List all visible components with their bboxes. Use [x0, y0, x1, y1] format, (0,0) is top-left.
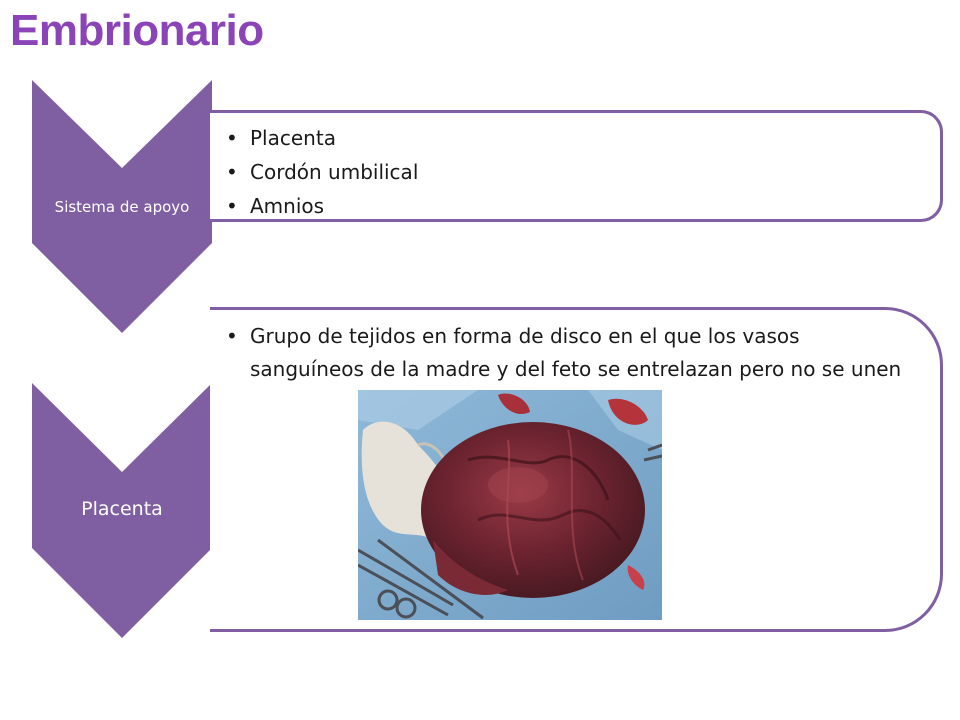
bullet-list	[226, 121, 910, 223]
list-item: • Amnios	[226, 189, 910, 223]
section-box-sistema-de-apoyo	[210, 110, 943, 222]
page-title: Embrionario	[10, 6, 264, 55]
bullet-list	[226, 320, 910, 386]
list-item: • Placenta	[226, 121, 910, 155]
chevron-label-sistema-de-apoyo: Sistema de apoyo	[54, 198, 190, 216]
list-item: • Grupo de tejidos en forma de disco en el que los vasos sanguíneos de la madre y del feto se entrelazan pero no se unen	[226, 320, 910, 386]
chevron-label-placenta: Placenta	[81, 498, 163, 520]
placenta-photo	[358, 390, 662, 620]
list-item: • Cordón umbilical	[226, 155, 910, 189]
